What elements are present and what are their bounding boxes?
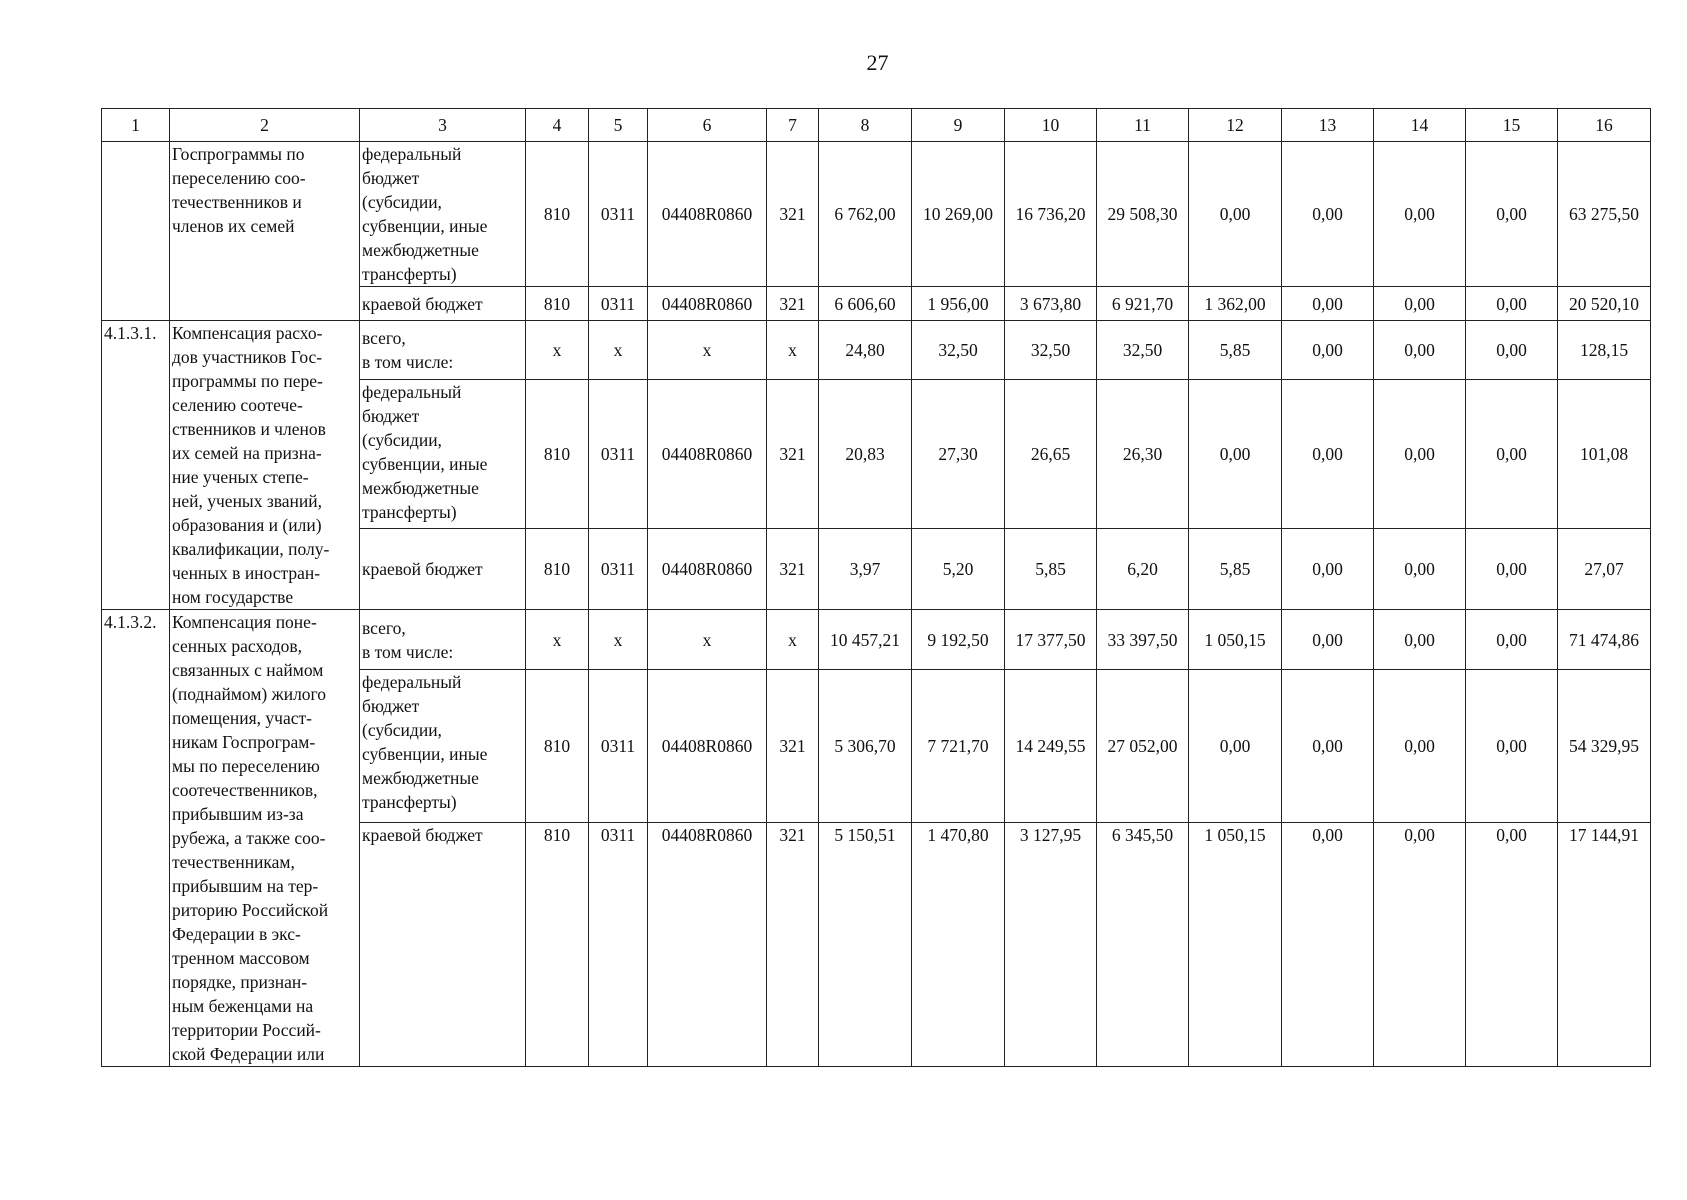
value-cell: 04408R0860	[648, 529, 767, 610]
value-cell: 810	[526, 670, 589, 823]
value-cell: 33 397,50	[1097, 610, 1189, 670]
funding-source-line: краевой бюджет	[362, 824, 483, 845]
funding-source-line: в том числе:	[362, 351, 454, 372]
header-cell: 16	[1558, 109, 1651, 142]
value-cell: 0,00	[1466, 529, 1558, 610]
row-name	[170, 610, 360, 1067]
value-cell: 1 470,80	[912, 822, 1005, 1066]
row-name-line: ственников и членов	[172, 419, 326, 439]
funding-source	[360, 321, 526, 380]
row-name-line: ном государстве	[172, 587, 294, 607]
funding-source-line: краевой бюджет	[362, 293, 483, 314]
value-cell: 71 474,86	[1558, 610, 1651, 670]
value-cell: 1 050,15	[1189, 610, 1282, 670]
row-name-line: образования и (или)	[172, 515, 322, 535]
table-row	[102, 142, 1651, 287]
value-cell: 26,65	[1005, 379, 1097, 529]
header-cell: 14	[1374, 109, 1466, 142]
value-cell: 1 956,00	[912, 287, 1005, 321]
value-cell: 0,00	[1466, 379, 1558, 529]
value-cell: 0311	[589, 529, 648, 610]
value-cell: х	[526, 610, 589, 670]
value-cell: 0,00	[1466, 610, 1558, 670]
row-name-line: их семей на призна-	[172, 443, 322, 463]
row-name-line: течественникам,	[172, 852, 295, 872]
row-index: 4.1.3.1.	[102, 321, 170, 610]
value-cell: 810	[526, 822, 589, 1066]
value-cell: 0311	[589, 822, 648, 1066]
table-row	[102, 610, 1651, 670]
budget-table	[101, 108, 1651, 1067]
row-name-line: риторию Российской	[172, 900, 329, 920]
funding-source-line: (субсидии,	[362, 720, 442, 741]
funding-source-line: трансферты)	[362, 792, 457, 813]
value-cell: 0,00	[1374, 529, 1466, 610]
funding-source-line: трансферты)	[362, 264, 457, 284]
value-cell: 3,97	[819, 529, 912, 610]
header-cell: 4	[526, 109, 589, 142]
funding-source	[360, 379, 526, 529]
header-cell: 3	[360, 109, 526, 142]
row-name-line: Компенсация расхо-	[172, 323, 323, 343]
header-cell: 9	[912, 109, 1005, 142]
value-cell: 810	[526, 142, 589, 287]
value-cell: 20,83	[819, 379, 912, 529]
value-cell: 321	[767, 529, 819, 610]
value-cell: 5,85	[1005, 529, 1097, 610]
value-cell: 7 721,70	[912, 670, 1005, 823]
row-name-line: квалификации, полу-	[172, 539, 330, 559]
header-cell: 8	[819, 109, 912, 142]
row-name-line: порядке, признан-	[172, 972, 308, 992]
header-cell: 15	[1466, 109, 1558, 142]
value-cell: 0,00	[1374, 379, 1466, 529]
value-cell: 6 762,00	[819, 142, 912, 287]
table-row	[102, 321, 1651, 380]
value-cell: 6 921,70	[1097, 287, 1189, 321]
value-cell: 32,50	[1097, 321, 1189, 380]
value-cell: 9 192,50	[912, 610, 1005, 670]
page-number: 27	[866, 50, 889, 75]
value-cell: 0,00	[1466, 142, 1558, 287]
value-cell: 0,00	[1282, 321, 1374, 380]
row-index	[102, 142, 170, 321]
funding-source-line: бюджет	[362, 168, 420, 188]
value-cell: 0,00	[1374, 287, 1466, 321]
value-cell: 0311	[589, 287, 648, 321]
value-cell: 0,00	[1189, 142, 1282, 287]
value-cell: 5 150,51	[819, 822, 912, 1066]
funding-source-line: (субсидии,	[362, 192, 442, 212]
row-name-line: никам Госпрограм-	[172, 732, 316, 752]
value-cell: 20 520,10	[1558, 287, 1651, 321]
value-cell: 0,00	[1374, 670, 1466, 823]
value-cell: 0311	[589, 379, 648, 529]
funding-source	[360, 670, 526, 823]
value-cell: х	[526, 321, 589, 380]
value-cell: 321	[767, 142, 819, 287]
value-cell: 6 606,60	[819, 287, 912, 321]
value-cell: 1 362,00	[1189, 287, 1282, 321]
value-cell: 3 673,80	[1005, 287, 1097, 321]
value-cell: 321	[767, 379, 819, 529]
value-cell: 0,00	[1189, 670, 1282, 823]
value-cell: 29 508,30	[1097, 142, 1189, 287]
value-cell: 27 052,00	[1097, 670, 1189, 823]
value-cell: 27,07	[1558, 529, 1651, 610]
row-name	[170, 142, 360, 321]
value-cell: 5,20	[912, 529, 1005, 610]
value-cell: 321	[767, 287, 819, 321]
value-cell: 32,50	[912, 321, 1005, 380]
value-cell: 0,00	[1282, 822, 1374, 1066]
row-name-line: помещения, участ-	[172, 708, 312, 728]
row-name-line: соотечественников,	[172, 780, 318, 800]
funding-source-line: федеральный	[362, 144, 462, 164]
row-name-line: ской Федерации или	[172, 1044, 325, 1064]
row-name-line: переселению соо-	[172, 168, 306, 188]
value-cell: х	[767, 321, 819, 380]
value-cell: 810	[526, 379, 589, 529]
value-cell: х	[648, 610, 767, 670]
value-cell: 6,20	[1097, 529, 1189, 610]
value-cell: 3 127,95	[1005, 822, 1097, 1066]
funding-source-line: межбюджетные	[362, 477, 479, 498]
value-cell: 6 345,50	[1097, 822, 1189, 1066]
value-cell: 14 249,55	[1005, 670, 1097, 823]
row-name-line: прибывшим на тер-	[172, 876, 319, 896]
value-cell: 32,50	[1005, 321, 1097, 380]
header-cell: 7	[767, 109, 819, 142]
row-name-line: сенных расходов,	[172, 636, 303, 656]
row-name-line: течественников и	[172, 192, 302, 212]
funding-source-line: всего,	[362, 617, 406, 638]
row-name-line: мы по переселению	[172, 756, 320, 776]
value-cell: х	[589, 610, 648, 670]
value-cell: 1 050,15	[1189, 822, 1282, 1066]
row-name-line: рубежа, а также соо-	[172, 828, 326, 848]
value-cell: 10 269,00	[912, 142, 1005, 287]
funding-source-line: всего,	[362, 327, 406, 348]
header-cell: 10	[1005, 109, 1097, 142]
funding-source-line: бюджет	[362, 405, 420, 426]
table-body	[102, 142, 1651, 1067]
row-name-line: территории Россий-	[172, 1020, 321, 1040]
value-cell: 16 736,20	[1005, 142, 1097, 287]
value-cell: 0,00	[1282, 379, 1374, 529]
value-cell: 27,30	[912, 379, 1005, 529]
value-cell: 0,00	[1466, 670, 1558, 823]
row-name-line: ней, ученых званий,	[172, 491, 322, 511]
header-cell: 5	[589, 109, 648, 142]
funding-source	[360, 142, 526, 287]
value-cell: 26,30	[1097, 379, 1189, 529]
funding-source	[360, 287, 526, 321]
header-cell: 12	[1189, 109, 1282, 142]
value-cell: 101,08	[1558, 379, 1651, 529]
header-row	[102, 109, 1651, 142]
value-cell: 321	[767, 822, 819, 1066]
value-cell: 0,00	[1374, 822, 1466, 1066]
value-cell: 04408R0860	[648, 142, 767, 287]
value-cell: х	[589, 321, 648, 380]
row-name-line: (поднаймом) жилого	[172, 684, 327, 704]
row-name-line: членов их семей	[172, 216, 295, 236]
value-cell: 0,00	[1282, 610, 1374, 670]
value-cell: 0,00	[1374, 610, 1466, 670]
funding-source-line: трансферты)	[362, 501, 457, 522]
value-cell: 0,00	[1466, 321, 1558, 380]
header-cell: 6	[648, 109, 767, 142]
header-cell: 11	[1097, 109, 1189, 142]
funding-source-line: в том числе:	[362, 641, 454, 662]
funding-source	[360, 610, 526, 670]
value-cell: 17 144,91	[1558, 822, 1651, 1066]
value-cell: 0311	[589, 670, 648, 823]
value-cell: 810	[526, 287, 589, 321]
funding-source-line: краевой бюджет	[362, 559, 483, 580]
row-name-line: тренном массовом	[172, 948, 310, 968]
value-cell: 0,00	[1282, 142, 1374, 287]
funding-source-line: межбюджетные	[362, 240, 479, 260]
row-name-line: ным беженцами на	[172, 996, 314, 1016]
value-cell: х	[648, 321, 767, 380]
row-name-line: дов участников Гос-	[172, 347, 323, 367]
row-index: 4.1.3.2.	[102, 610, 170, 1067]
value-cell: 17 377,50	[1005, 610, 1097, 670]
value-cell: 128,15	[1558, 321, 1651, 380]
row-name-line: прибывшим из-за	[172, 804, 304, 824]
row-name-line: ние ученых степе-	[172, 467, 309, 487]
value-cell: 0,00	[1282, 670, 1374, 823]
funding-source-line: субвенции, иные	[362, 216, 488, 236]
header-cell: 1	[102, 109, 170, 142]
row-name-line: Федерации в экс-	[172, 924, 301, 944]
value-cell: 0,00	[1466, 822, 1558, 1066]
value-cell: 5,85	[1189, 321, 1282, 380]
funding-source-line: (субсидии,	[362, 429, 442, 450]
funding-source-line: федеральный	[362, 381, 462, 402]
funding-source	[360, 822, 526, 1066]
value-cell: 0,00	[1374, 321, 1466, 380]
funding-source-line: федеральный	[362, 672, 462, 693]
value-cell: 04408R0860	[648, 379, 767, 529]
value-cell: 04408R0860	[648, 670, 767, 823]
row-name-line: ченных в иностран-	[172, 563, 321, 583]
header-cell: 2	[170, 109, 360, 142]
value-cell: 0,00	[1282, 529, 1374, 610]
value-cell: 10 457,21	[819, 610, 912, 670]
header-cell: 13	[1282, 109, 1374, 142]
row-name	[170, 321, 360, 610]
value-cell: 810	[526, 529, 589, 610]
value-cell: 24,80	[819, 321, 912, 380]
funding-source-line: межбюджетные	[362, 768, 479, 789]
value-cell: 0311	[589, 142, 648, 287]
funding-source	[360, 529, 526, 610]
value-cell: х	[767, 610, 819, 670]
value-cell: 0,00	[1189, 379, 1282, 529]
row-name-line: Компенсация поне-	[172, 612, 317, 632]
value-cell: 04408R0860	[648, 287, 767, 321]
row-name-line: программы по пере-	[172, 371, 323, 391]
value-cell: 0,00	[1466, 287, 1558, 321]
value-cell: 63 275,50	[1558, 142, 1651, 287]
row-name-line: селению соотече-	[172, 395, 303, 415]
funding-source-line: бюджет	[362, 696, 420, 717]
value-cell: 321	[767, 670, 819, 823]
row-name-line: Госпрограммы по	[172, 144, 305, 164]
funding-source-line: субвенции, иные	[362, 453, 488, 474]
row-name-line: связанных с наймом	[172, 660, 324, 680]
value-cell: 5 306,70	[819, 670, 912, 823]
value-cell: 5,85	[1189, 529, 1282, 610]
value-cell: 54 329,95	[1558, 670, 1651, 823]
value-cell: 0,00	[1282, 287, 1374, 321]
value-cell: 04408R0860	[648, 822, 767, 1066]
funding-source-line: субвенции, иные	[362, 744, 488, 765]
value-cell: 0,00	[1374, 142, 1466, 287]
